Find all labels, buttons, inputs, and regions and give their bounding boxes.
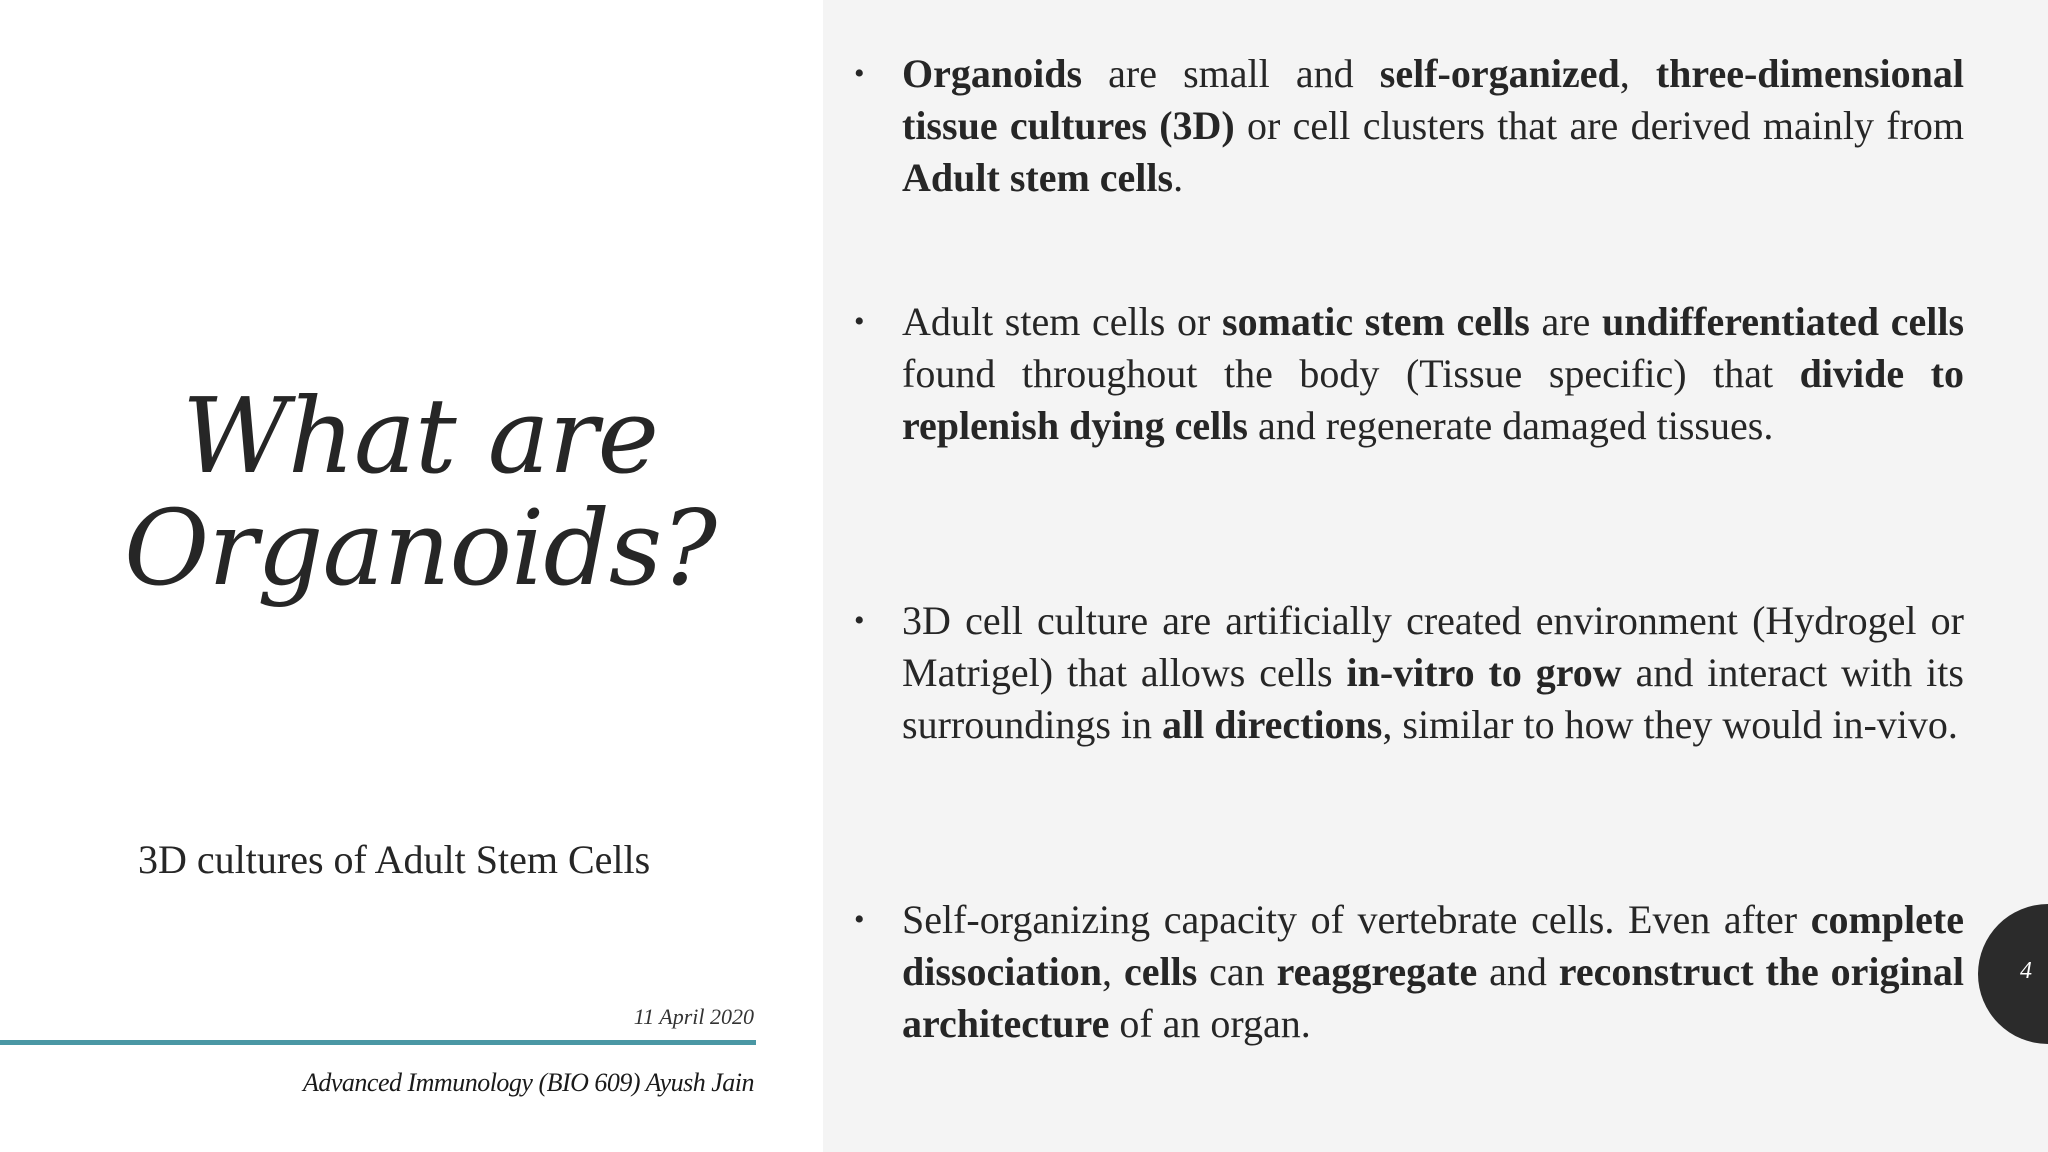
page-number: 4: [2020, 958, 2032, 984]
bullet-segment: of an organ.: [1109, 1001, 1311, 1046]
bullet-emphasis: Organoids: [902, 51, 1083, 96]
bullet-emphasis: all directions: [1162, 702, 1383, 747]
bullet-segment: , similar to how they would in-vivo.: [1382, 702, 1958, 747]
accent-divider: [0, 1040, 756, 1045]
bullet-emphasis: self-organized: [1379, 51, 1620, 96]
slide-subtitle: 3D cultures of Adult Stem Cells: [138, 837, 651, 882]
bullet-emphasis: complete dissociation: [902, 897, 1964, 994]
slide-title: [100, 375, 740, 609]
bullet-segment: and: [1477, 949, 1559, 994]
bullet-segment: 3D cell culture are artificially created environment (Hydrogel or Matrigel) that allows cells: [902, 598, 1964, 695]
bullet-item: [852, 296, 1964, 452]
bullet-item: [852, 894, 1964, 1050]
bullet-emphasis: divide to replenish dying cells: [902, 351, 1964, 448]
bullet-segment: found throughout the body (Tissue specific) that: [902, 351, 1800, 396]
bullet-text: [902, 296, 1964, 452]
bullet-dot-icon: •: [854, 903, 865, 936]
bullet-emphasis: in-vitro to grow: [1346, 650, 1622, 695]
bullet-segment: are small and: [1082, 51, 1380, 96]
bullet-emphasis: reaggregate: [1276, 949, 1478, 994]
bullet-segment: and regenerate damaged tissues.: [1247, 403, 1774, 448]
bullet-segment: .: [1173, 155, 1184, 200]
bullet-segment: or cell clusters that are derived mainly from: [1234, 103, 1964, 148]
title-line-2: Organoids?: [123, 487, 717, 609]
presentation-date: 11 April 2020: [633, 1004, 754, 1029]
bullet-dot-icon: •: [854, 57, 865, 90]
bullet-item: [852, 595, 1964, 751]
bullet-text: [902, 595, 1964, 751]
bullet-emphasis: undifferentiated cells: [1601, 299, 1965, 344]
bullet-text: [902, 894, 1964, 1050]
bullet-emphasis: three-dimensional tissue cultures (3D): [902, 51, 1964, 148]
bullet-segment: ,: [1102, 949, 1124, 994]
bullet-emphasis: cells: [1123, 949, 1198, 994]
bullet-segment: and interact with its surroundings in: [902, 650, 1964, 747]
bullet-emphasis: reconstruct the original architecture: [902, 949, 1965, 1046]
bullet-text: [902, 48, 1964, 204]
bullet-segment: are: [1529, 299, 1602, 344]
bullet-dot-icon: •: [854, 604, 865, 637]
bullet-emphasis: somatic stem cells: [1222, 299, 1530, 344]
title-line-1: What are: [182, 375, 658, 497]
bullet-emphasis: Adult stem cells: [902, 155, 1174, 200]
bullet-segment: can: [1197, 949, 1277, 994]
bullet-segment: ,: [1619, 51, 1656, 96]
bullet-segment: Self-organizing capacity of vertebrate cells. Even after: [902, 897, 1811, 942]
bullet-segment: Adult stem cells or: [902, 299, 1223, 344]
footer-course-author: Advanced Immunology (BIO 609) Ayush Jain: [302, 1068, 754, 1097]
bullet-item: [852, 48, 1964, 204]
bullet-dot-icon: •: [854, 305, 865, 338]
